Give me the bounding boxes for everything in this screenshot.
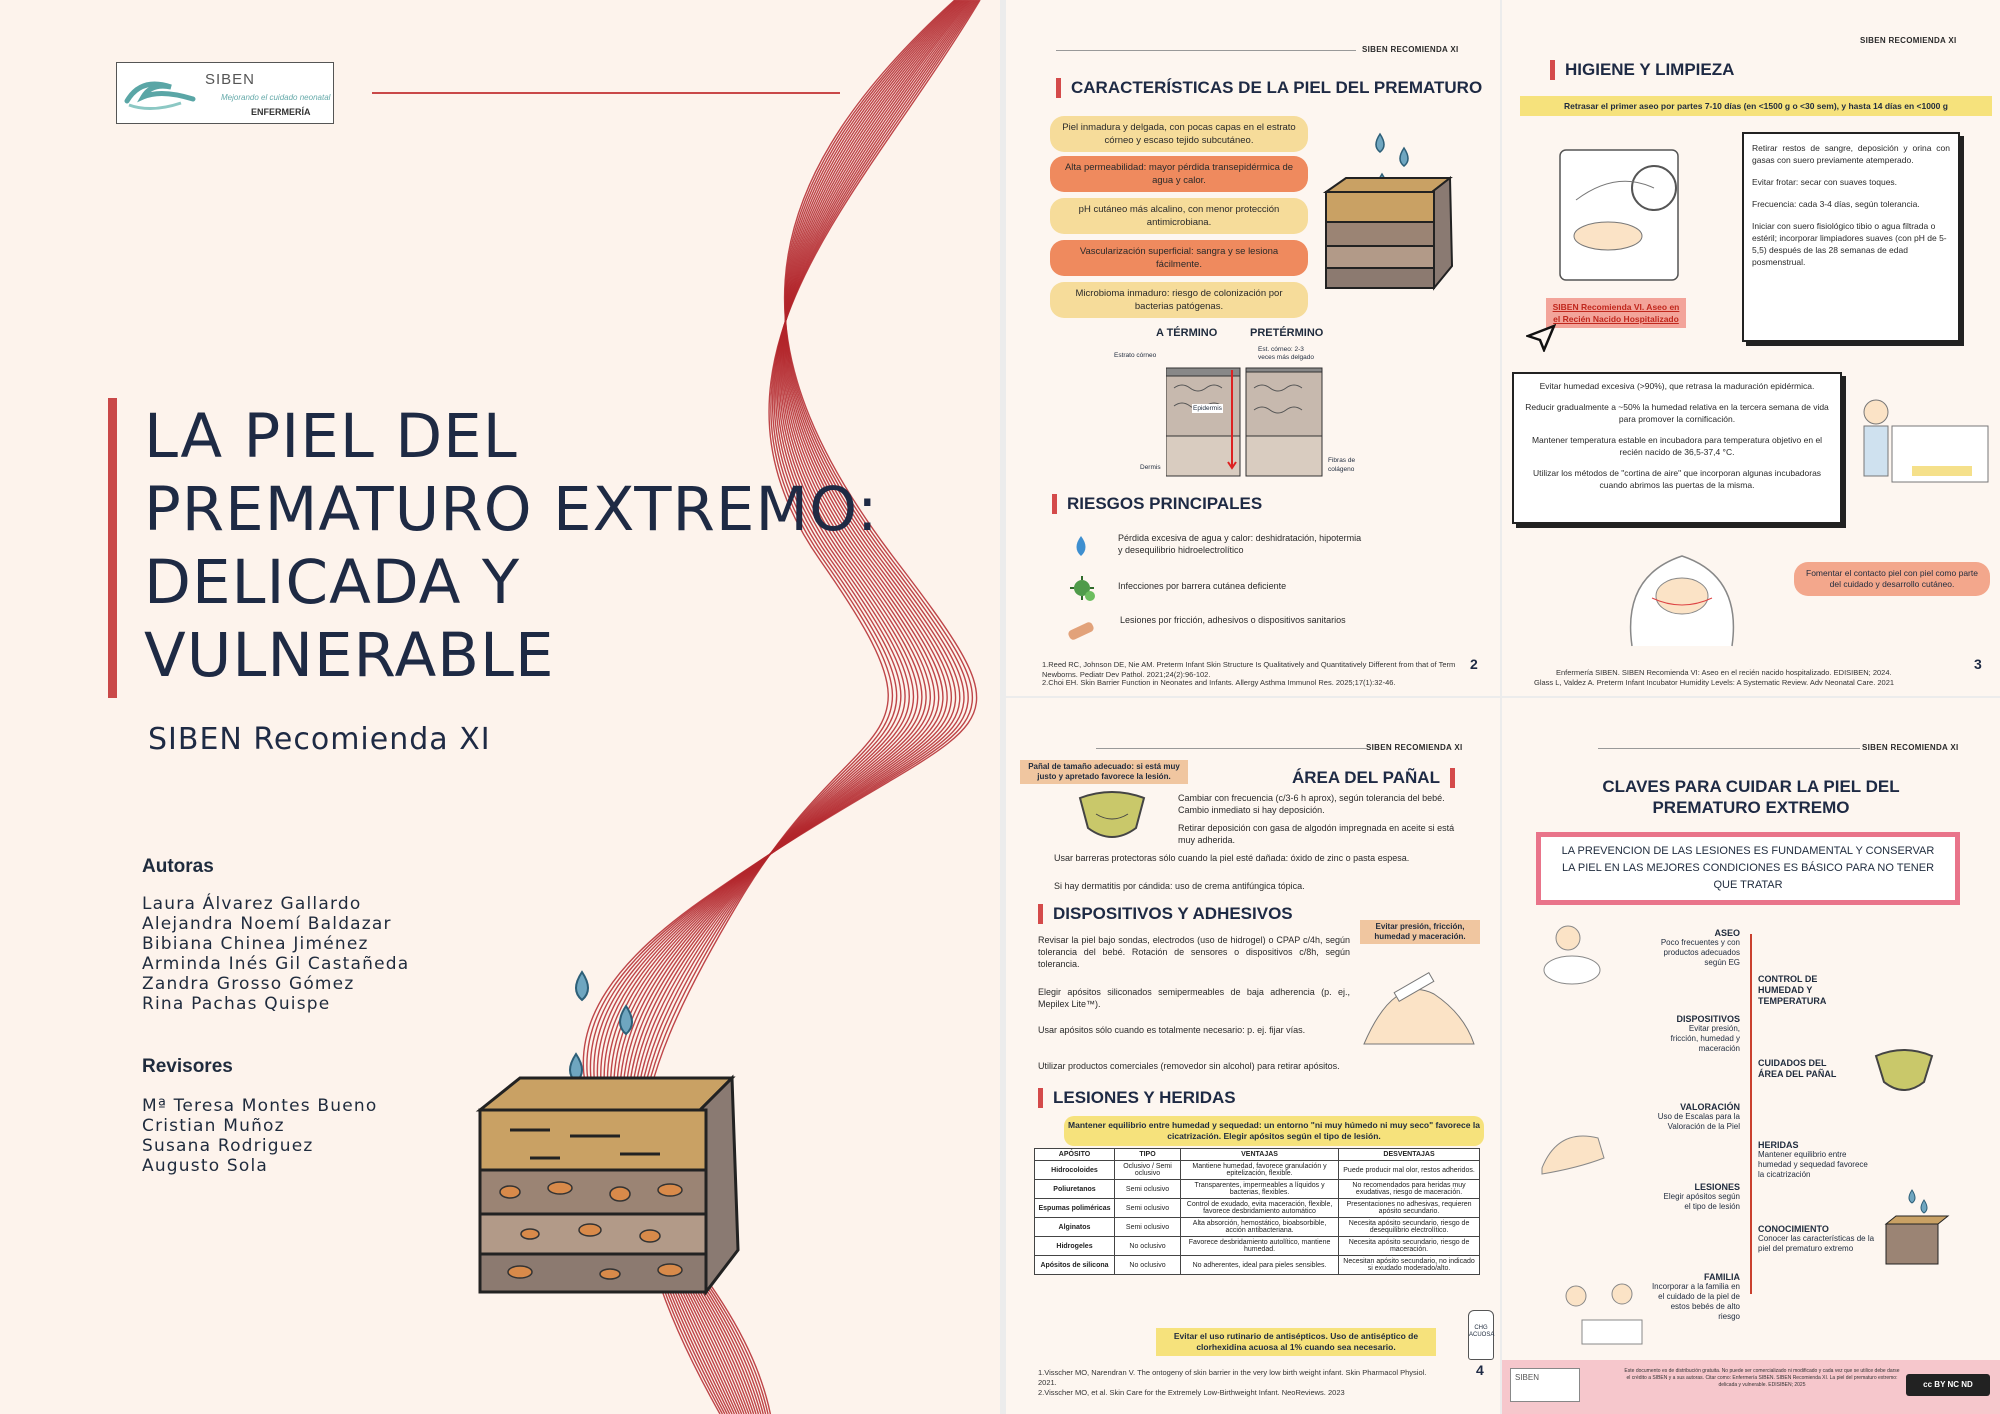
- timeline-item: [1758, 1140, 1868, 1180]
- logo-wave-icon: [121, 69, 201, 119]
- table-cell: Apósitos de silicona: [1035, 1256, 1115, 1275]
- hygiene-item: Evitar frotar: secar con suaves toques.: [1752, 177, 1898, 187]
- table-cell: Favorece desbridamiento autolítico, mantiene humedad.: [1181, 1237, 1339, 1256]
- antiseptic-note: Evitar el uso rutinario de antisépticos. Uso de antiséptico de clorhexidina acuosa al 1% cuando sea necesario.: [1156, 1328, 1436, 1356]
- table-row: [1035, 1237, 1480, 1256]
- reviewer-name: Mª Teresa Montes Bueno: [142, 1096, 378, 1116]
- characteristic-pill: Microbioma inmaduro: riesgo de colonización por bacterias patógenas.: [1050, 282, 1308, 318]
- timeline-item-text: Poco frecuentes y con productos adecuados según EG: [1660, 938, 1740, 967]
- cover-subtitle: SIBEN Recomienda XI: [148, 722, 491, 757]
- water-drop-icon: [570, 972, 632, 1082]
- skin-to-skin-illustration: [1612, 536, 1762, 656]
- timeline-item-title: LESIONES: [1694, 1182, 1740, 1192]
- section-title: HIGIENE Y LIMPIEZA: [1550, 60, 1734, 80]
- device-item: Elegir apósitos siliconados semipermeables de baja adherencia (p. ej., Mepilex Lite™).: [1038, 987, 1350, 1009]
- timeline-item-title: CONTROL DE HUMEDAD Y TEMPERATURA: [1758, 974, 1827, 1006]
- device-item: Usar apósitos sólo cuando es totalmente necesario: p. ej. fijar vías.: [1038, 1025, 1306, 1035]
- table-cell: Necesitan apósito secundario, no indicado si exudado moderado/alto.: [1339, 1256, 1480, 1275]
- reviewer-name: Susana Rodriguez: [142, 1136, 314, 1156]
- table-cell: Hidrocoloides: [1035, 1161, 1115, 1180]
- title-line: PREMATURO EXTREMO:: [144, 474, 879, 545]
- table-cell: Alginatos: [1035, 1218, 1115, 1237]
- water-drop-icon: [1072, 534, 1090, 558]
- hygiene-item: Retirar restos de sangre, deposición y orina con gasas con suero previamente atemperado.: [1752, 143, 1950, 165]
- timeline-item: [1600, 928, 1740, 968]
- humidity-item: Mantener temperatura estable en incubadora para temperatura objetivo en el recién nacido de 36,5-37,4 °C.: [1531, 435, 1823, 457]
- table-cell: Semi oclusivo: [1115, 1199, 1181, 1218]
- diaper-item: Usar barreras protectoras sólo cuando la piel esté dañada: óxido de zinc o pasta espesa.: [1054, 853, 1410, 863]
- license-footer: [1502, 1360, 2000, 1414]
- title-line: VULNERABLE: [144, 620, 555, 691]
- author-name: Zandra Grosso Gómez: [142, 974, 355, 994]
- skin-layers-illustration: [1882, 1188, 1952, 1268]
- table-cell: No adherentes, ideal para pieles sensibles.: [1181, 1256, 1339, 1275]
- authors-heading: Autoras: [142, 856, 214, 877]
- humidity-box: [1512, 372, 1842, 524]
- table-cell: Control de exudado, evita maceración, flexible, favorece desbridamiento automático: [1181, 1199, 1339, 1218]
- page-header: SIBEN RECOMIENDA XI: [1362, 45, 1459, 54]
- bandage-icon: [1066, 618, 1096, 642]
- dressings-table: [1034, 1148, 1480, 1275]
- timeline-item: [1758, 974, 1848, 1007]
- table-row: [1035, 1180, 1480, 1199]
- table-cell: Transparentes, impermeables a líquidos y bacterias, flexibles.: [1181, 1180, 1339, 1199]
- hygiene-item: Iniciar con suero fisiológico tibio o agua filtrada o estéril; incorporar limpiadores suaves (con pH de 5-5,5) después de las 28 semanas de edad posmenstrual.: [1752, 221, 1947, 267]
- reference: 1.Visscher MO, Narendran V. The ontogeny of skin barrier in the very low birth weight infant. Skin Pharmacol Physiol. 2021.: [1038, 1368, 1427, 1387]
- reference: 1.Reed RC, Johnson DE, Nie AM. Preterm Infant Skin Structure Is Qualitatively and Quantitatively Different from that of Term Newborns. Pediatr Dev Pathol. 2021;24(2):96-102.: [1042, 660, 1456, 679]
- logo-name: SIBEN: [205, 71, 256, 88]
- reviewer-name: Cristian Muñoz: [142, 1116, 285, 1136]
- family-illustration: [1552, 1280, 1652, 1350]
- characteristic-pill: pH cutáneo más alcalino, con menor protección antimicrobiana.: [1050, 198, 1308, 234]
- label-epidermis: Epidermis: [1193, 405, 1222, 412]
- header-rule: [1598, 748, 1860, 749]
- hygiene-item: Frecuencia: cada 3-4 días, según tolerancia.: [1752, 199, 1920, 209]
- skin-layers-illustration: [1320, 126, 1460, 306]
- header-rule: [1096, 748, 1366, 749]
- author-name: Alejandra Noemí Baldazar: [142, 914, 392, 934]
- footer-text: Este documento es de distribución gratuita. No puede ser comercializado ni modificado y cada vez que se utilice debe darse el crédito a SIBEN y a sus autoras. Citar como: Enfermería SIBEN. SIBEN Recomienda XI. La piel del prematuro extremo: delicada y vulnerable. EDISIBEN; 2025: [1624, 1368, 1900, 1388]
- timeline-item: [1758, 1058, 1848, 1080]
- skin-contact-note: Fomentar el contacto piel con piel como parte del cuidado y desarrollo cutáneo.: [1794, 562, 1990, 596]
- section-title: CARACTERÍSTICAS DE LA PIEL DEL PREMATURO: [1056, 78, 1482, 98]
- timeline-item-title: FAMILIA: [1704, 1272, 1740, 1282]
- page-header: SIBEN RECOMIENDA XI: [1366, 743, 1463, 752]
- table-cell: Poliuretanos: [1035, 1180, 1115, 1199]
- label-fibers: Fibras de colágeno: [1328, 457, 1356, 473]
- section-title: ÁREA DEL PAÑAL: [1292, 768, 1455, 788]
- table-cell: Alta absorción, hemostático, bioabsorbible, acción antibacteriana.: [1181, 1218, 1339, 1237]
- characteristic-pill: Piel inmadura y delgada, con pocas capas en el estrato córneo y escaso tejido subcutáneo.: [1050, 116, 1308, 152]
- timeline-item-title: CUIDADOS DEL ÁREA DEL PAÑAL: [1758, 1058, 1837, 1079]
- title-accent-bar: [108, 398, 117, 698]
- table-cell: Hidrogeles: [1035, 1237, 1115, 1256]
- cc-license-badge: cc BY NC ND: [1906, 1374, 1990, 1396]
- risk-item: [1072, 580, 1362, 592]
- siben-logo: [116, 62, 334, 124]
- timeline-item-title: VALORACIÓN: [1680, 1102, 1740, 1112]
- footer-logo-text: SIBEN: [1515, 1373, 1540, 1382]
- author-name: Rina Pachas Quispe: [142, 994, 331, 1014]
- author-name: Bibiana Chinea Jiménez: [142, 934, 369, 954]
- skin-cross-section: [1166, 366, 1326, 478]
- reference: 2.Choi EH. Skin Barrier Function in Neonates and Infants. Allergy Asthma Immunol Res. 2025;17(1):32-46.: [1042, 678, 1396, 687]
- timeline-item-title: ASEO: [1714, 928, 1740, 938]
- diaper-item: Si hay dermatitis por cándida: uso de crema antifúngica tópica.: [1054, 881, 1305, 891]
- timeline-item: [1758, 1224, 1878, 1254]
- timeline-line: [1750, 934, 1752, 1294]
- page-number: 3: [1974, 656, 1982, 672]
- timeline-item-text: Uso de Escalas para la Valoración de la Piel: [1657, 1112, 1740, 1131]
- footer-logo: [1510, 1368, 1580, 1402]
- page-hygiene: [1502, 0, 2000, 696]
- diaper-item: Retirar deposición con gasa de algodón impregnada en aceite si está muy adherida.: [1178, 823, 1455, 845]
- section-title: CLAVES PARA CUIDAR LA PIEL DEL PREMATURO EXTREMO: [1602, 777, 1900, 817]
- prevention-box: LA PREVENCION DE LAS LESIONES ES FUNDAMENTAL Y CONSERVAR LA PIEL EN LAS MEJORES CONDICIONES ES BÁSICO PARA NO TENER QUE TRATAR: [1536, 832, 1960, 905]
- table-header: TIPO: [1115, 1149, 1181, 1161]
- page-number: 2: [1470, 656, 1478, 672]
- logo-tagline: Mejorando el cuidado neonatal: [221, 93, 331, 102]
- characteristic-pill: Alta permeabilidad: mayor pérdida transepidérmica de agua y calor.: [1050, 156, 1308, 192]
- page-diaper-devices: [1006, 698, 1500, 1414]
- author-name: Laura Álvarez Gallardo: [142, 894, 362, 914]
- page-header: SIBEN RECOMIENDA XI: [1862, 743, 1959, 752]
- reference: Glass L, Valdez A. Preterm Infant Incubator Humidity Levels: A Systematic Review. Adv Neonatal Care. 2021: [1534, 678, 1895, 687]
- section-title: RIESGOS PRINCIPALES: [1052, 494, 1262, 514]
- label-preterm: PRETÉRMINO: [1250, 327, 1324, 339]
- chg-label: CHG ACUOSA: [1469, 1325, 1495, 1338]
- chg-bottle: [1468, 1310, 1494, 1360]
- siben-link[interactable]: SIBEN Recomienda VI. Aseo en el Recién Nacido Hospitalizado: [1546, 298, 1686, 328]
- cover-title: [144, 400, 879, 692]
- table-cell: Espumas poliméricas: [1035, 1199, 1115, 1218]
- table-cell: Necesita apósito secundario, riesgo de desequilibrio electrolítico.: [1339, 1218, 1480, 1237]
- table-cell: Presentaciones no adhesivas, requieren apósito secundario.: [1339, 1199, 1480, 1218]
- skin-layers-illustration: [470, 960, 750, 1320]
- section-title: DISPOSITIVOS Y ADHESIVOS: [1038, 904, 1293, 924]
- humidity-item: Utilizar los métodos de "cortina de aire" que incorporan algunas incubadoras cuando abrimos las puertas de la misma.: [1532, 468, 1822, 490]
- reviewer-name: Augusto Sola: [142, 1156, 269, 1176]
- table-header: DESVENTAJAS: [1339, 1149, 1480, 1161]
- header-rule: [1056, 50, 1356, 51]
- table-cell: Puede producir mal olor, restos adheridos.: [1339, 1161, 1480, 1180]
- label-stratum: Estrato córneo: [1114, 352, 1157, 359]
- author-name: Arminda Inés Gil Castañeda: [142, 954, 410, 974]
- diaper-item: Cambiar con frecuencia (c/3-6 h aprox), según tolerancia del bebé. Cambio inmediato si hay deposición.: [1178, 793, 1445, 815]
- reviewers-heading: Revisores: [142, 1056, 233, 1077]
- characteristic-pill: Vascularización superficial: sangra y se lesiona fácilmente.: [1050, 240, 1308, 276]
- page-number: 4: [1476, 1362, 1484, 1378]
- label-dermis: Dermis: [1140, 464, 1161, 471]
- timeline-item-text: Incorporar a la familia en el cuidado de la piel de estos bebés de alto riesgo: [1651, 1282, 1740, 1321]
- table-cell: No oclusivo: [1115, 1256, 1181, 1275]
- timeline-item-text: Elegir apósitos según el tipo de lesión: [1663, 1192, 1740, 1211]
- pressure-note: Evitar presión, fricción, humedad y maceración.: [1360, 920, 1480, 944]
- table-header: APÓSITO: [1035, 1149, 1115, 1161]
- title-line: LA PIEL DEL: [144, 401, 518, 472]
- table-cell: No recomendados para heridas muy exudativas, riesgo de maceración.: [1339, 1180, 1480, 1199]
- diaper-size-note: Pañal de tamaño adecuado: si está muy justo y apretado favorece la lesión.: [1020, 760, 1188, 784]
- table-cell: Mantiene humedad, favorece granulación y epitelización, flexible.: [1181, 1161, 1339, 1180]
- label-preterm-note: Est. córneo: 2-3 veces más delgado: [1258, 346, 1315, 361]
- bathing-baby-illustration: [1538, 920, 1608, 990]
- nurse-incubator-illustration: [1852, 386, 1992, 496]
- table-cell: Semi oclusivo: [1115, 1180, 1181, 1199]
- table-cell: No oclusivo: [1115, 1237, 1181, 1256]
- page-key-points: [1502, 698, 2000, 1414]
- humidity-item: Reducir gradualmente a ~50% la humedad relativa en la tercera semana de vida para promover la cornificación.: [1525, 402, 1829, 424]
- timeline-item-title: CONOCIMIENTO: [1758, 1224, 1829, 1234]
- delay-banner: Retrasar el primer aseo por partes 7-10 días (en <1500 g o <30 sem), y hasta 14 días en <1000 g: [1520, 96, 1992, 116]
- device-item: Revisar la piel bajo sondas, electrodos (uso de hidrogel) o CPAP c/4h, según tolerancia del bebé. Rotación de sensores o dispositivos c/8h, según tolerancia.: [1038, 935, 1350, 969]
- timeline-item-title: DISPOSITIVOS: [1676, 1014, 1740, 1024]
- page-header: SIBEN RECOMIENDA XI: [1860, 36, 1957, 45]
- page-characteristics: [1006, 0, 1500, 696]
- reviewers-list: [142, 1096, 378, 1176]
- hygiene-box: [1742, 132, 1960, 342]
- device-item: Utilizar productos comerciales (removedor sin alcohol) para retirar apósitos.: [1038, 1061, 1340, 1071]
- timeline-item-text: Conocer las características de la piel del prematuro extremo: [1758, 1234, 1875, 1253]
- hand-illustration: [1538, 1118, 1608, 1178]
- reference: Enfermería SIBEN. SIBEN Recomienda VI: Aseo en el recién nacido hospitalizado. EDISIBEN; 2024.: [1556, 668, 1892, 677]
- risk-item: [1072, 532, 1362, 556]
- wounds-banner: Mantener equilibrio entre humedad y sequedad: un entorno "ni muy húmedo ni muy seco" favorece la cicatrización. Elegir apósitos según el tipo de lesión.: [1064, 1116, 1484, 1146]
- table-row: [1035, 1218, 1480, 1237]
- table-row: [1035, 1199, 1480, 1218]
- timeline-item-title: HERIDAS: [1758, 1140, 1799, 1150]
- timeline-item: [1600, 1014, 1740, 1054]
- header-rule: [372, 92, 840, 94]
- label-term: A TÉRMINO: [1156, 327, 1218, 339]
- send-arrow-icon: [1526, 322, 1556, 352]
- timeline-item: [1600, 1182, 1740, 1212]
- risk-text: Infecciones por barrera cutánea deficiente: [1118, 581, 1287, 591]
- hand-device-illustration: [1354, 954, 1484, 1054]
- diaper-icon: [1872, 1046, 1936, 1100]
- reference: 2.Visscher MO, et al. Skin Care for the Extremely Low-Birthweight Infant. NeoReviews. 2023: [1038, 1388, 1345, 1397]
- timeline-item: [1600, 1102, 1740, 1132]
- humidity-item: Evitar humedad excesiva (>90%), que retrasa la maduración epidérmica.: [1539, 381, 1815, 391]
- timeline-item-text: Mantener equilibrio entre humedad y sequedad favorece la cicatrización: [1758, 1150, 1868, 1179]
- diaper-icon: [1076, 788, 1148, 848]
- table-header: VENTAJAS: [1181, 1149, 1339, 1161]
- timeline-item-text: Evitar presión, fricción, humedad y maceración: [1670, 1024, 1740, 1053]
- title-line: DELICADA Y: [144, 547, 521, 618]
- risk-text: Lesiones por fricción, adhesivos o dispositivos sanitarios: [1120, 615, 1346, 625]
- table-cell: Oclusivo / Semi oclusivo: [1115, 1161, 1181, 1180]
- authors-list: [142, 894, 409, 1014]
- table-cell: Necesita apósito secundario, riesgo de maceración.: [1339, 1237, 1480, 1256]
- table-cell: Semi oclusivo: [1115, 1218, 1181, 1237]
- risk-text: Pérdida excesiva de agua y calor: deshidratación, hipotermia y desequilibrio hidroelectrolítico: [1118, 533, 1362, 555]
- table-row: [1035, 1161, 1480, 1180]
- bacteria-icon: [1068, 574, 1096, 602]
- logo-unit: ENFERMERÍA: [251, 107, 311, 117]
- section-title: LESIONES Y HERIDAS: [1038, 1088, 1236, 1108]
- risk-item: [1072, 614, 1362, 626]
- incubator-illustration: [1556, 140, 1686, 290]
- table-row: [1035, 1256, 1480, 1275]
